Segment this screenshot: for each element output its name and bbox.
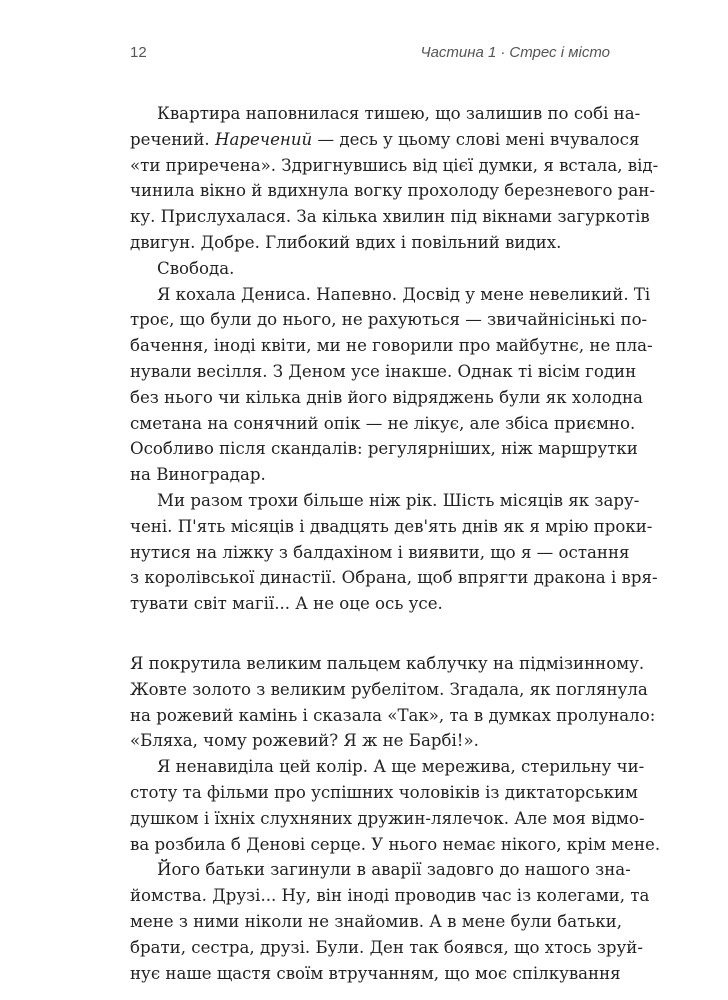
text-line: мене з ними ніколи не знайомив. А в мене були батьки,: [130, 911, 623, 931]
text-line: бачення, іноді квіти, ми не говорили про майбутнє, не пла-: [130, 336, 653, 356]
text-line: Свобода.: [157, 258, 235, 278]
text-line: Я покрутила великим пальцем каблучку на підмізинному.: [130, 653, 645, 673]
title-separator: ·: [500, 44, 506, 61]
body-text: [130, 101, 661, 986]
text-fragment: речений.: [130, 129, 210, 149]
text-line: на рожевий камінь і сказала «Так», та в думках пролунало:: [130, 705, 656, 725]
text-line: нутися на ліжку з балдахіном і виявити, що я — остання: [130, 542, 630, 562]
text-line: з королівської династії. Обрана, щоб впрягти дракона і вря-: [130, 568, 658, 588]
text-line: чинила вікно й вдихнула вогку прохолоду березневого ран-: [130, 181, 655, 201]
text-line: «ти приречена». Здригнувшись від цієї думки, я встала, від-: [130, 155, 659, 175]
text-line: ку. Прислухалася. За кілька хвилин під вікнами загуркотів: [130, 207, 650, 227]
text-line: на Виноградар.: [130, 465, 266, 485]
text-fragment: — десь у цьому слові мені вчувалося: [317, 129, 640, 149]
text-line: чені. П'ять місяців і двадцять дев'ять днів як я мрію прoки-: [130, 516, 653, 536]
paragraph: [130, 651, 656, 754]
text-line: без нього чи кілька днів його відряджень були як холодна: [130, 387, 643, 407]
text-line: Я кохала Дениса. Напевно. Досвід у мене невеликий. Ті: [157, 284, 651, 304]
text-line: Особливо після скандалів: регулярніших, ніж маршрутки: [130, 439, 638, 459]
text-line: Жовте золото з великим рубелітом. Згадала, як поглянула: [130, 679, 648, 699]
text-line: Ми разом трохи більше ніж рік. Шість місяців як зару-: [157, 490, 640, 510]
chapter-title: Стрес і місто: [509, 44, 610, 61]
italic-word: Наречений: [214, 129, 313, 149]
text-line: душком і їхніх слухняних дружин-лялечок. Але моя відмо-: [130, 808, 645, 828]
paragraph: [130, 256, 610, 282]
running-header: [130, 44, 610, 68]
paragraph: [130, 857, 650, 986]
paragraph: [130, 282, 653, 488]
text-line: брати, сестра, друзі. Були. Ден так боявся, що хтось зруй-: [130, 937, 643, 957]
page-number: 12: [130, 44, 147, 61]
text-line: троє, що були до нього, не рахуються — звичайнісінькі по-: [130, 310, 648, 330]
text-line: нує наше щастя своїм втручанням, що моє спілкування: [130, 963, 621, 983]
text-line: стоту та фільми про успішних чоловіків із диктаторським: [130, 782, 638, 802]
text-line: ва розбила б Денові серце. У нього немає нікого, крім мене.: [130, 834, 661, 854]
section-break: [130, 617, 610, 651]
part-title: Частина 1: [420, 44, 497, 61]
text-line: сметана на сонячний опік — не лікує, але збіса приємно.: [130, 413, 636, 433]
text-line: «Бляха, чому рожевий? Я ж не Барбі!».: [130, 731, 479, 751]
paragraph: [130, 754, 661, 857]
text-line: Я ненавиділа цей колір. А ще мережива, стерильну чи-: [157, 757, 645, 777]
paragraph: [130, 101, 659, 256]
text-line: Його батьки загинули в аварії задовго до нашого зна-: [157, 860, 631, 880]
text-line: тувати світ магії... А не оце ось усе.: [130, 594, 443, 614]
text-line: нували весілля. З Деном усе інакше. Однак ті вісім годин: [130, 361, 637, 381]
text-line: [130, 127, 640, 153]
text-line: йомства. Друзі... Ну, він іноді проводив час із колегами, та: [130, 886, 650, 906]
paragraph: [130, 488, 658, 617]
running-title: [420, 44, 610, 61]
text-line: Квартира наповнилася тишею, що залишив по собі на-: [157, 104, 641, 123]
text-line: двигун. Добре. Глибокий вдих і повільний видих.: [130, 232, 562, 252]
